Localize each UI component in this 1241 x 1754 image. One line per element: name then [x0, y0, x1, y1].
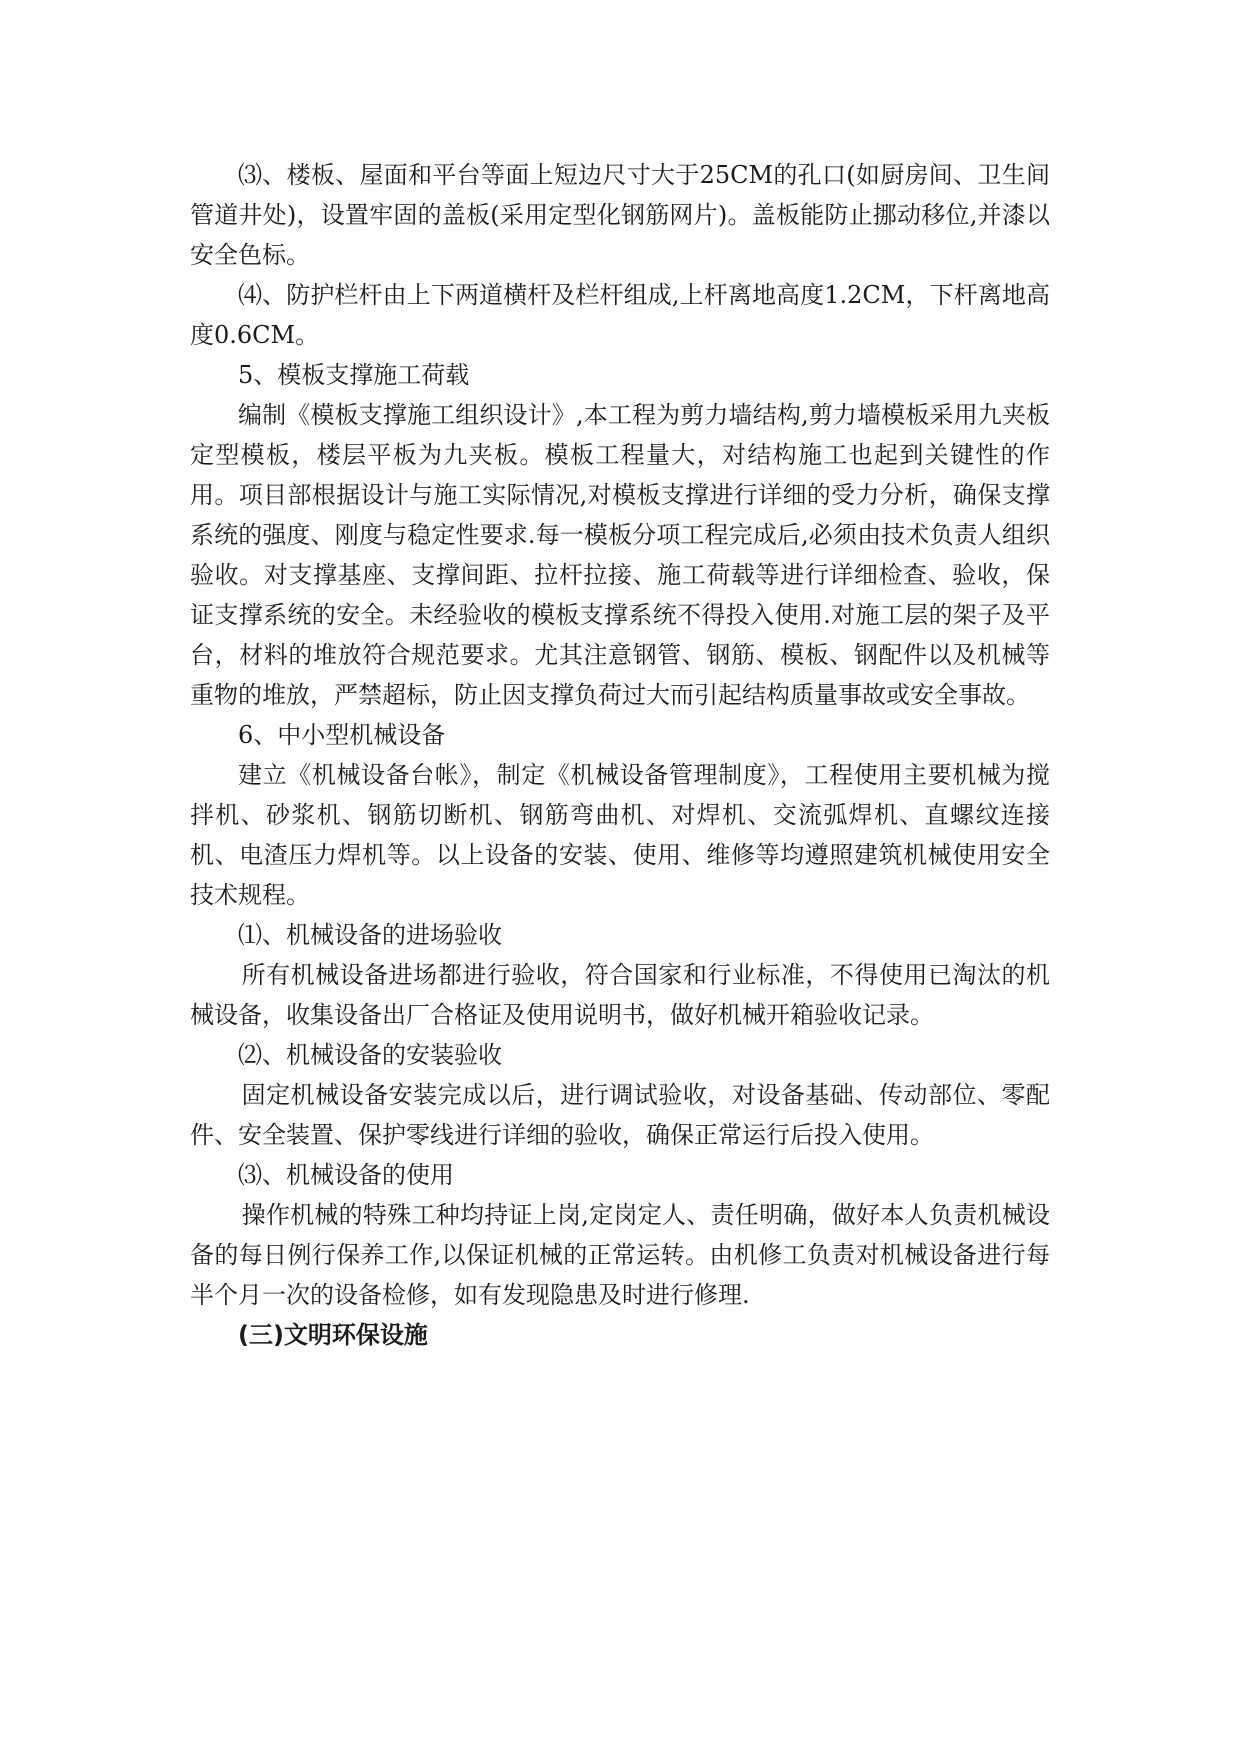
paragraph-machinery-install: 固定机械设备安装完成以后，进行调试验收，对设备基础、传动部位、零配件、安全装置、保护零线进行详细的验收，确保正常运行后投入使用。 [190, 1081, 1050, 1149]
paragraph-formwork-support: 编制《模板支撑施工组织设计》,本工程为剪力墙结构,剪力墙模板采用九夹板定型模板，楼层平板为九夹板。模板工程量大，对结构施工也起到关键性的作用。项目部根据设计与施工实际情况,对模板支撑进行详细的受力分析，确保支撑系统的强度、刚度与稳定性要求.每一模板分项工程完成后,必须由技术负责人组织验收。对支撑基座、支撑间距、拉杆拉接、施工荷载等进行详细检查、验收，保证支撑系统的安全。未经验收的模板支撑系统不得投入使用.对施工层的架子及平台，材料的堆放符合规范要求。尤其注意钢管、钢筋、模板、钢配件以及机械等重物的堆放，严禁超标，防止因支撑负荷过大而引起结构质量事故或安全事故。 [190, 401, 1050, 709]
section-heading-formwork-support: 5、模板支撑施工荷载 [238, 361, 470, 389]
paragraph-machinery: 建立《机械设备台帐》，制定《机械设备管理制度》，工程使用主要机械为搅拌机、砂浆机、钢筋切断机、钢筋弯曲机、对焊机、交流弧焊机、直螺纹连接机、电渣压力焊机等。以上设备的安装、使用、维修等均遵照建筑机械使用安全技术规程。 [190, 761, 1050, 909]
paragraph-floor-openings: ⑶、楼板、屋面和平台等面上短边尺寸大于25CM的孔口(如厨房间、卫生间管道井处)，设置牢固的盖板(采用定型化钢筋网片)。盖板能防止挪动移位,并漆以安全色标。 [190, 161, 1050, 269]
section-heading-machinery: 6、中小型机械设备 [238, 721, 446, 749]
subheading-machinery-use: ⑶、机械设备的使用 [238, 1161, 454, 1189]
subheading-machinery-entry: ⑴、机械设备的进场验收 [238, 921, 502, 949]
paragraph-guardrail: ⑷、防护栏杆由上下两道横杆及栏杆组成,上杆离地高度1.2CM，下杆离地高度0.6CM。 [190, 281, 1050, 349]
subheading-machinery-install: ⑵、机械设备的安装验收 [238, 1041, 502, 1069]
paragraph-machinery-entry: 所有机械设备进场都进行验收，符合国家和行业标准，不得使用已淘汰的机械设备，收集设备出厂合格证及使用说明书，做好机械开箱验收记录。 [190, 961, 1050, 1029]
document-body [190, 155, 1050, 1355]
paragraph-machinery-use: 操作机械的特殊工种均持证上岗,定岗定人、责任明确，做好本人负责机械设备的每日例行保养工作,以保证机械的正常运转。由机修工负责对机械设备进行每半个月一次的设备检修，如有发现隐患及时进行修理. [190, 1201, 1050, 1309]
section-heading-civilized-environment: (三)文明环保设施 [238, 1321, 428, 1349]
